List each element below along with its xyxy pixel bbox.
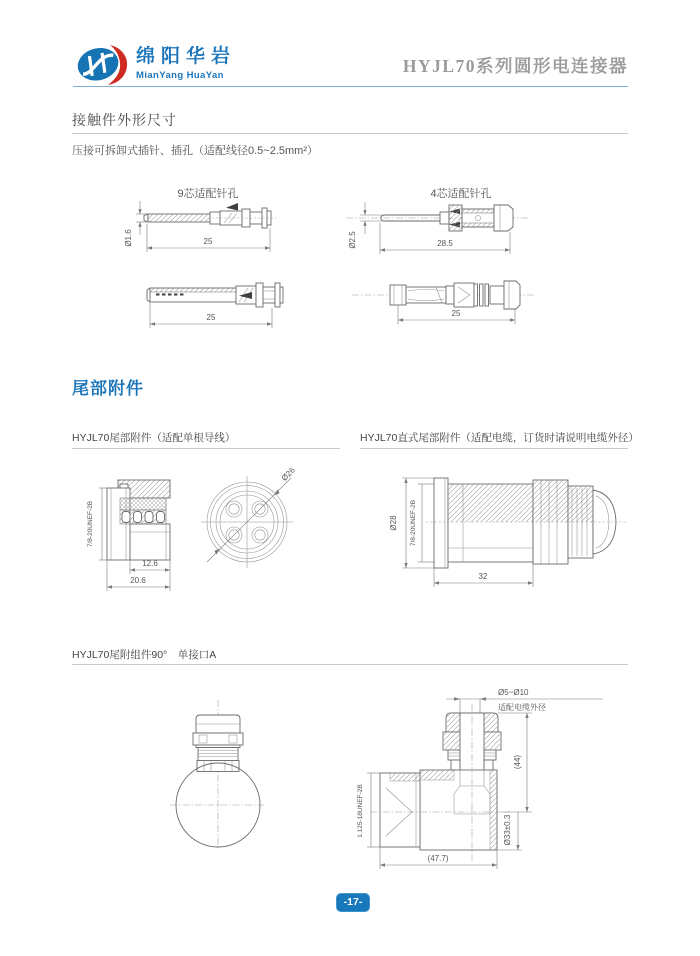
drawing-elbow-side-view — [350, 684, 640, 876]
dim-pin4-len: 28.5 — [437, 239, 453, 248]
dim-singlewire-inner: 12.6 — [142, 559, 158, 568]
drawing-socket-contact-9core — [100, 272, 330, 338]
page-number-badge: -17- — [336, 893, 370, 912]
tails-section-heading: 尾部附件 — [72, 379, 144, 398]
contacts-heading-underline — [72, 133, 628, 134]
dim-cable-range: Ø5~Ø10 — [498, 688, 529, 697]
dim-straight-thread: 7/8-20UNEF-2B — [410, 499, 417, 547]
elbow-subheading-underline — [72, 664, 628, 665]
dim-elbow-height: (44) — [513, 754, 522, 770]
dim-cable-note: 适配电缆外径 — [498, 703, 546, 712]
dim-elbow-width: (47.7) — [427, 854, 449, 863]
label-9core: 9芯适配针孔 — [177, 188, 239, 200]
logo-name-cn: 绵阳华岩 — [136, 46, 237, 67]
drawing-single-wire-backshell-front — [195, 452, 310, 594]
tails-sub-right-underline — [360, 448, 628, 449]
document-title: HYJL70系列圆形电连接器 — [402, 56, 628, 76]
drawing-socket-contact-4core — [332, 272, 572, 338]
dim-elbow-body-dia: Ø33±0.3 — [503, 814, 512, 846]
drawing-elbow-top-view — [168, 692, 268, 854]
dim-straight-dia: Ø28 — [389, 515, 398, 531]
dim-pin4-dia: Ø2.5 — [348, 231, 357, 249]
contacts-subtitle: 压接可拆卸式插针、插孔（适配线径0.5~2.5mm²） — [72, 145, 318, 157]
drawing-pin-contact-4core — [332, 192, 572, 270]
logo-name-en: MianYang HuaYan — [136, 70, 224, 81]
drawing-single-wire-backshell-side — [80, 455, 195, 600]
dim-front-dia: Ø26 — [279, 465, 297, 483]
dim-singlewire-total: 20.6 — [130, 576, 146, 585]
label-4core: 4芯适配针孔 — [430, 188, 492, 200]
tails-sub-left-underline — [72, 448, 340, 449]
dim-socket9-len: 25 — [206, 313, 216, 322]
dim-pin9-len: 25 — [203, 237, 213, 246]
drawing-straight-backshell — [368, 450, 640, 600]
dim-elbow-thread: 1.125-18UNEF-2B — [357, 784, 364, 838]
tails-sub-left: HYJL70尾部附件（适配单根导线） — [72, 432, 236, 444]
contacts-section-heading: 接触件外形尺寸 — [72, 112, 177, 128]
logo-mark-icon — [75, 42, 131, 86]
dim-pin9-dia: Ø1.6 — [124, 229, 133, 247]
dim-singlewire-thread: 7/8-20UNEF-2B — [87, 500, 94, 548]
tails-sub-right: HYJL70直式尾部附件（适配电缆，订货时请说明电缆外径） — [360, 432, 639, 444]
header-divider — [73, 86, 628, 87]
company-logo — [75, 42, 131, 86]
dim-socket4-len: 25 — [451, 309, 461, 318]
drawing-pin-contact-9core — [100, 192, 330, 270]
logo-text — [136, 41, 236, 81]
elbow-subheading: HYJL70尾附组件90° 单接口A — [72, 649, 217, 661]
dim-straight-len: 32 — [478, 572, 488, 581]
